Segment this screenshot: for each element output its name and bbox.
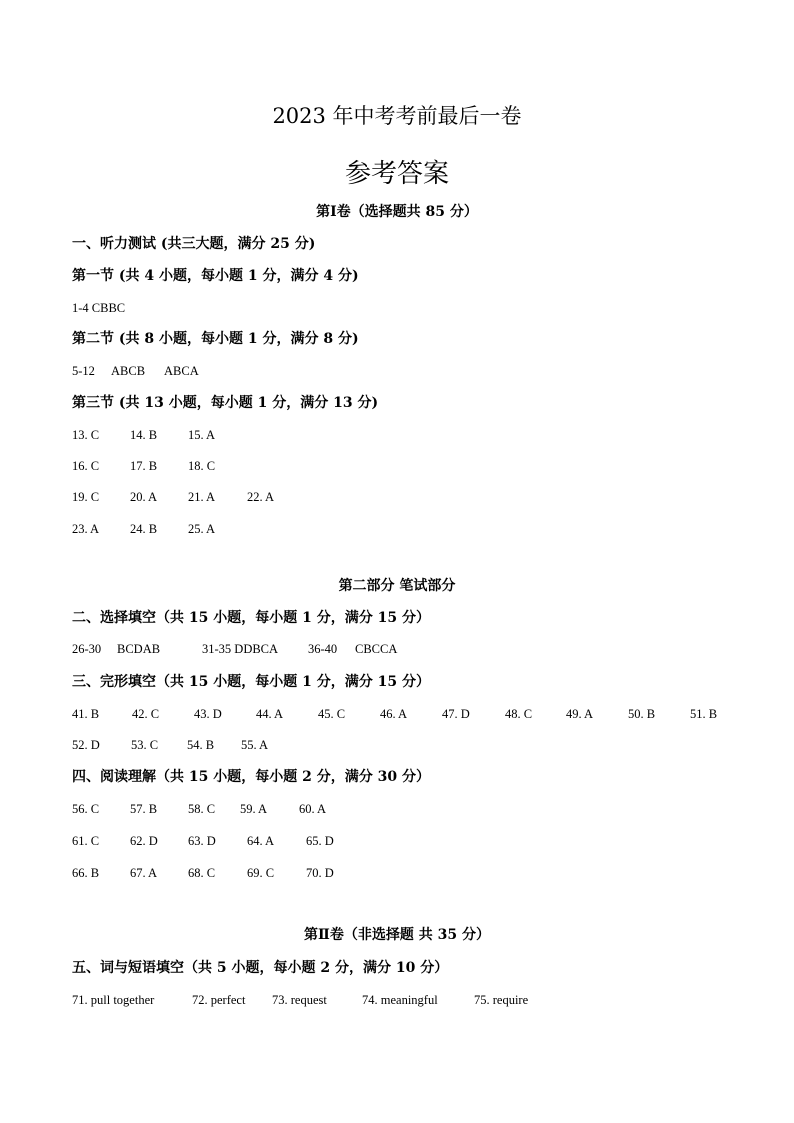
- answer-1-4: 1-4 CBBC: [72, 301, 126, 315]
- answer-item: 25. A: [188, 522, 216, 536]
- choice-fill-heading: 二、选择填空（共 15 小题，每小题 1 分，满分 15 分）: [72, 610, 430, 626]
- answer-group: ABCA: [164, 364, 199, 378]
- answer-item: 67. A: [130, 866, 158, 880]
- answer-item: 64. A: [247, 834, 275, 848]
- answer-item: 50. B: [628, 707, 656, 721]
- answer-item: 43. D: [194, 707, 222, 721]
- reading-heading: 四、阅读理解（共 15 小题，每小题 2 分，满分 30 分）: [72, 769, 430, 785]
- answer-group: BCDAB: [117, 642, 161, 656]
- listening-section3-heading: 第三节 (共 13 小题，每小题 1 分，满分 13 分): [72, 395, 379, 411]
- answer-item: 44. A: [256, 707, 284, 721]
- answer-item: 55. A: [241, 738, 269, 752]
- listening-section1-heading: 第一节 (共 4 小题，每小题 1 分，满分 4 分): [72, 268, 359, 284]
- answer-item: 54. B: [187, 738, 215, 752]
- answer-item: 62. D: [130, 834, 158, 848]
- answer-item: 72. perfect: [192, 993, 246, 1007]
- answer-item: 18. C: [188, 459, 216, 473]
- answer-item: 68. C: [188, 866, 216, 880]
- answer-item: 20. A: [130, 490, 158, 504]
- answer-item: 51. B: [690, 707, 718, 721]
- cloze-heading: 三、完形填空（共 15 小题，每小题 1 分，满分 15 分）: [72, 674, 430, 690]
- answer-item: 42. C: [132, 707, 160, 721]
- listening-heading: 一、听力测试 (共三大题，满分 25 分): [72, 236, 316, 252]
- answer-item: 45. C: [318, 707, 346, 721]
- exam-title: 2023 年中考考前最后一卷: [272, 104, 522, 128]
- answer-key-title: 参考答案: [344, 159, 449, 189]
- answer-item: 66. B: [72, 866, 100, 880]
- answer-item: 65. D: [306, 834, 334, 848]
- answer-item: 16. C: [72, 459, 100, 473]
- listening-section2-heading: 第二节 (共 8 小题，每小题 1 分，满分 8 分): [72, 331, 359, 347]
- answer-item: 47. D: [442, 707, 470, 721]
- part1-header: 第Ⅰ卷（选择题共 85 分）: [316, 204, 478, 220]
- answer-group: CBCCA: [355, 642, 398, 656]
- answer-item: 56. C: [72, 802, 100, 816]
- answer-item: 70. D: [306, 866, 334, 880]
- answer-item: 49. A: [566, 707, 594, 721]
- answer-item: 48. C: [505, 707, 533, 721]
- answer-item: 13. C: [72, 428, 100, 442]
- answer-item: 46. A: [380, 707, 408, 721]
- answer-item: 23. A: [72, 522, 100, 536]
- answer-group: 31-35 DDBCA: [202, 642, 279, 656]
- part2-header: 第二部分 笔试部分: [338, 578, 456, 594]
- answer-item: 74. meaningful: [362, 993, 438, 1007]
- answer-item: 21. A: [188, 490, 216, 504]
- answer-range-label: 36-40: [308, 642, 338, 656]
- vocab-heading: 五、词与短语填空（共 5 小题，每小题 2 分，满分 10 分）: [72, 960, 449, 976]
- answer-item: 75. require: [474, 993, 529, 1007]
- answer-range-label: 26-30: [72, 642, 102, 656]
- answer-item: 14. B: [130, 428, 158, 442]
- answer-item: 41. B: [72, 707, 100, 721]
- answer-range-label: 5-12: [72, 364, 95, 378]
- part3-header: 第Ⅱ卷（非选择题 共 35 分）: [304, 927, 490, 943]
- answer-item: 63. D: [188, 834, 216, 848]
- answer-item: 71. pull together: [72, 993, 155, 1007]
- answer-item: 53. C: [131, 738, 159, 752]
- answer-item: 17. B: [130, 459, 158, 473]
- answer-item: 19. C: [72, 490, 100, 504]
- answer-item: 59. A: [240, 802, 268, 816]
- answer-item: 57. B: [130, 802, 158, 816]
- answer-item: 24. B: [130, 522, 158, 536]
- answer-item: 60. A: [299, 802, 327, 816]
- answer-item: 52. D: [72, 738, 100, 752]
- answer-item: 73. request: [272, 993, 327, 1007]
- answer-item: 22. A: [247, 490, 275, 504]
- answer-item: 15. A: [188, 428, 216, 442]
- answer-group: ABCB: [111, 364, 146, 378]
- answer-item: 58. C: [188, 802, 216, 816]
- answer-item: 61. C: [72, 834, 100, 848]
- answer-item: 69. C: [247, 866, 275, 880]
